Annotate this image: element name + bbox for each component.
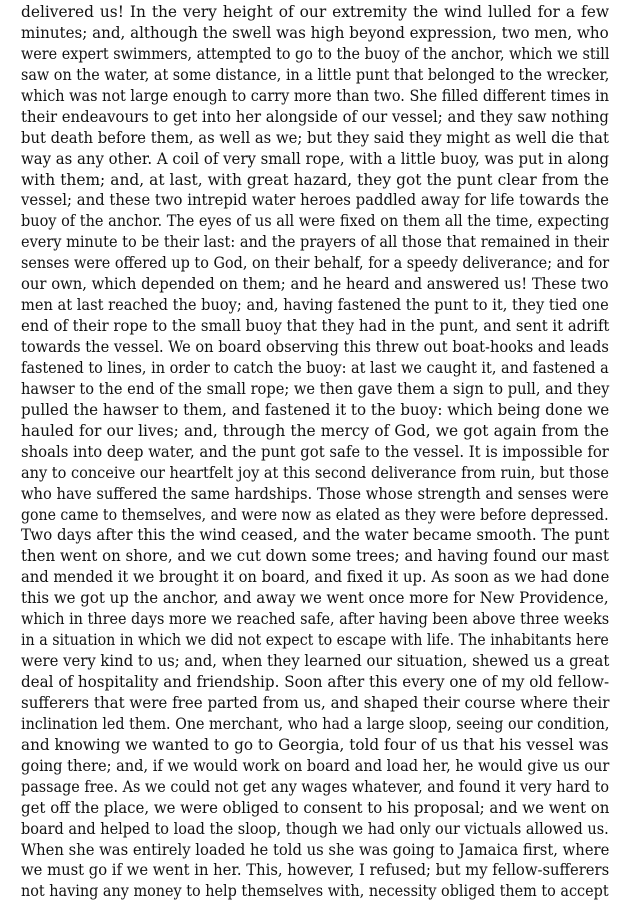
- text-line: fastened to lines, in order to catch the buoy: at last we caught it, and fastened a: [21, 358, 609, 377]
- document-body: [21, 2, 609, 902]
- text-line: way as any other. A coil of very small rope, with a little buoy, was put in along: [21, 149, 610, 168]
- text-line: hawser to the end of the small rope; we then gave them a sign to pull, and they: [21, 379, 610, 398]
- text-line: their endeavours to get into her alongside of our vessel; and they saw nothing: [21, 107, 609, 126]
- text-line: board and helped to load the sloop, though we had only our victuals allowed us.: [21, 819, 609, 838]
- text-line: sufferers that were free parted from us, and shaped their course where their: [21, 693, 610, 712]
- text-line: Two days after this the wind ceased, and the water became smooth. The punt: [21, 526, 610, 545]
- text-line: vessel; and these two intrepid water heroes paddled away for life towards the: [21, 191, 609, 210]
- text-line: and knowing we wanted to go to Georgia, told four of us that his vessel was: [21, 735, 609, 754]
- text-line: with them; and, at last, with great hazard, they got the punt clear from the: [21, 170, 609, 189]
- text-line: deal of hospitality and friendship. Soon after this every one of my old fellow-: [21, 673, 610, 691]
- text-line: towards the vessel. We on board observing this threw out boat-hooks and leads: [21, 338, 609, 356]
- text-line: which was not large enough to carry more than two. She filled different times in: [21, 86, 609, 105]
- text-line: gone came to themselves, and were now as elated as they were before depressed.: [21, 505, 609, 524]
- text-line: passage free. As we could not get any wages whatever, and found it very hard to: [21, 777, 610, 796]
- text-line: end of their rope to the small buoy that they had in the punt, and sent it adrift: [21, 317, 610, 336]
- text-line: were expert swimmers, attempted to go to the buoy of the anchor, which we still: [21, 44, 610, 63]
- text-line: When she was entirely loaded he told us she was going to Jamaica first, where: [21, 840, 610, 859]
- text-line: not having any money to help themselves with, necessity obliged them to accept: [21, 882, 609, 901]
- text-line: delivered us! In the very height of our extremity the wind lulled for a few: [21, 3, 609, 21]
- text-line: which in three days more we reached safe, after having been above three weeks: [21, 610, 610, 629]
- text-line: senses were offered up to God, on their behalf, for a speedy deliverance; and for: [21, 254, 610, 273]
- text-line: but death before them, as well as we; but they said they might as well die that: [21, 128, 609, 147]
- text-line: who have suffered the same hardships. Those whose strength and senses were: [21, 484, 609, 503]
- text-line: any to conceive our heartfelt joy at this second deliverance from ruin, but those: [21, 463, 609, 482]
- text-line: this we got up the anchor, and away we went once more for New Providence,: [21, 589, 609, 608]
- text-line: shoals into deep water, and the punt got safe to the vessel. It is impossible for: [21, 442, 609, 461]
- text-line: inclination led them. One merchant, who had a large sloop, seeing our condition,: [21, 714, 610, 733]
- text-line: minutes; and, although the swell was high beyond expression, two men, who: [21, 23, 609, 42]
- text-line: buoy of the anchor. The eyes of us all were fixed on them all the time, expecting: [21, 212, 610, 231]
- text-line: then went on shore, and we cut down some trees; and having found our mast: [21, 547, 609, 566]
- text-line: pulled the hawser to them, and fastened it to the buoy: which being done we: [21, 400, 610, 419]
- text-line: were very kind to us; and, when they learned our situation, shewed us a great: [21, 652, 610, 671]
- text-line: going there; and, if we would work on board and load her, he would give us our: [21, 756, 610, 775]
- text-line: our own, which depended on them; and he heard and answered us! These two: [21, 275, 609, 294]
- text-line: we must go if we went in her. This, however, I refused; but my fellow-sufferers: [21, 861, 610, 880]
- text-line: hauled for our lives; and, through the mercy of God, we got again from the: [21, 421, 609, 440]
- text-line: and mended it we brought it on board, and fixed it up. As soon as we had done: [21, 568, 610, 587]
- text-line: in a situation in which we did not expect to escape with life. The inhabitants here: [21, 631, 609, 650]
- text-line: men at last reached the buoy; and, having fastened the punt to it, they tied one: [21, 296, 609, 315]
- text-line: get off the place, we were obliged to consent to his proposal; and we went on: [21, 798, 610, 817]
- text-line: saw on the water, at some distance, in a little punt that belonged to the wrecker,: [21, 65, 610, 84]
- text-line: every minute to be their last: and the prayers of all those that remained in their: [21, 233, 609, 252]
